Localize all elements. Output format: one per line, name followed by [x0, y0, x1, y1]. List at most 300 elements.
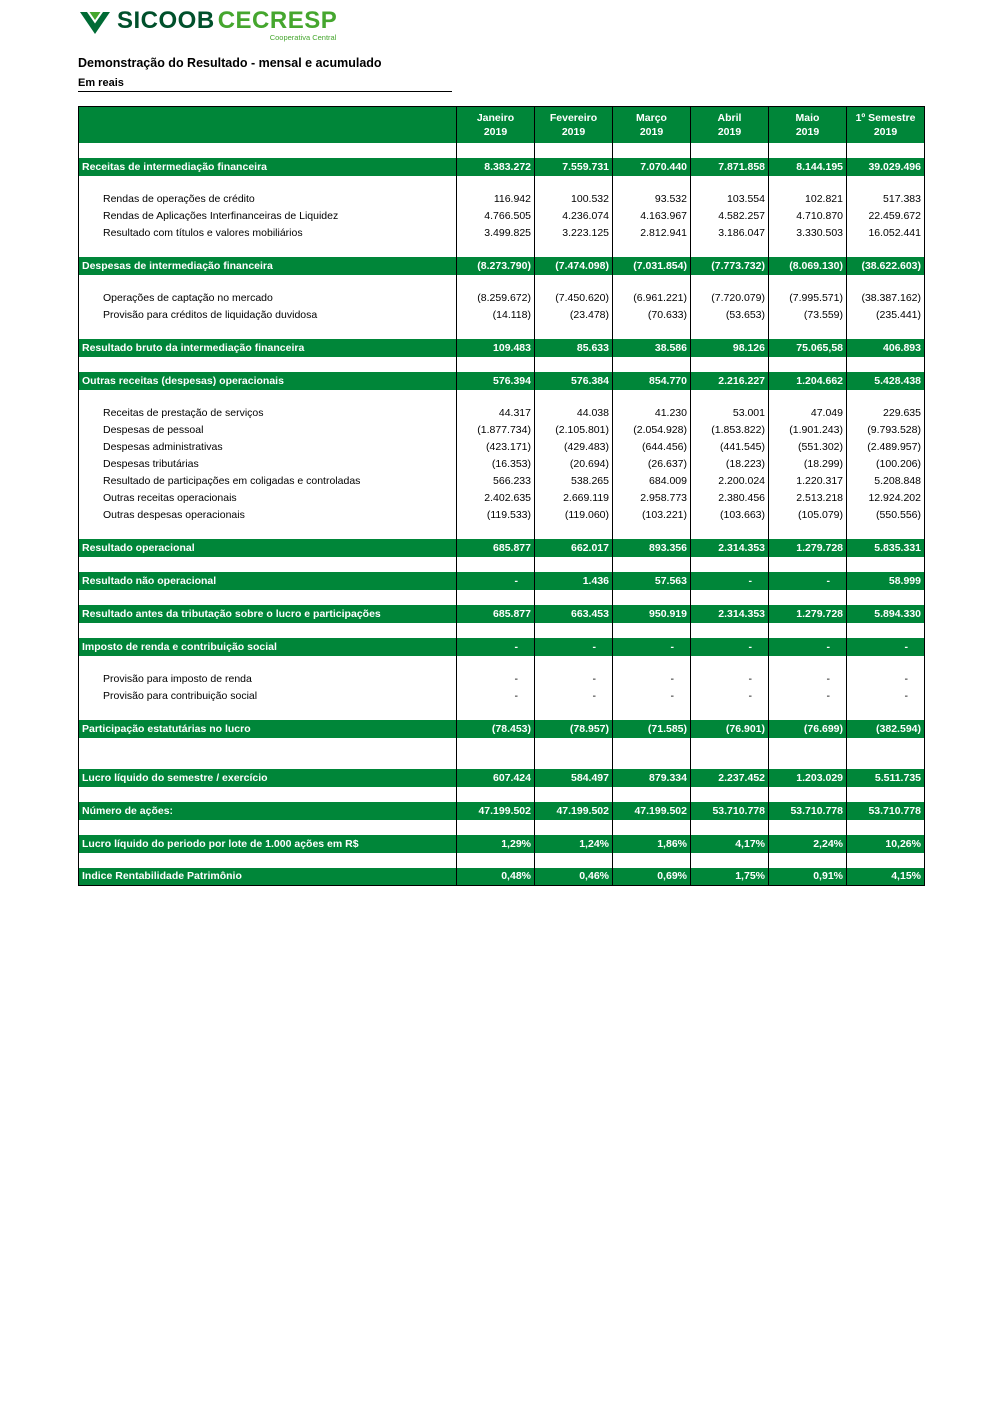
value-cell: 2.402.635: [457, 490, 535, 507]
value-cell: 5.511.735: [847, 769, 925, 787]
value-cell: 406.893: [847, 339, 925, 357]
value-cell: [769, 557, 847, 572]
row-label: [79, 787, 457, 802]
value-cell: [535, 242, 613, 257]
value-cell: [535, 705, 613, 720]
value-cell: -: [457, 572, 535, 590]
value-cell: 584.497: [535, 769, 613, 787]
value-cell: [613, 390, 691, 405]
value-cell: 39.029.496: [847, 158, 925, 176]
column-header: Fevereiro 2019: [535, 107, 613, 143]
value-cell: 0,48%: [457, 868, 535, 886]
value-cell: 2.200.024: [691, 473, 769, 490]
value-cell: 7.871.858: [691, 158, 769, 176]
currency-subtitle: Em reais: [78, 77, 452, 92]
value-cell: (9.793.528): [847, 422, 925, 439]
value-cell: [457, 275, 535, 290]
row-label: Provisão para créditos de liquidação duvidosa: [79, 307, 457, 324]
row-label: [79, 524, 457, 539]
row-label: Receitas de prestação de serviços: [79, 405, 457, 422]
table-row: [79, 456, 925, 473]
value-cell: [691, 176, 769, 191]
column-header: Abril 2019: [691, 107, 769, 143]
value-cell: (38.622.603): [847, 257, 925, 275]
logo-sicoob-text: SICOOB: [117, 6, 215, 34]
value-cell: (18.223): [691, 456, 769, 473]
value-cell: [613, 853, 691, 868]
value-cell: [847, 390, 925, 405]
value-cell: [457, 656, 535, 671]
value-cell: 1.204.662: [769, 372, 847, 390]
value-cell: [847, 357, 925, 372]
value-cell: 100.532: [535, 191, 613, 208]
value-cell: 4.582.257: [691, 208, 769, 225]
value-cell: -: [613, 688, 691, 705]
value-cell: -: [691, 671, 769, 688]
row-label: Outras receitas (despesas) operacionais: [79, 372, 457, 390]
table-row: [79, 671, 925, 688]
value-cell: [457, 738, 535, 769]
value-cell: -: [457, 638, 535, 656]
row-label: [79, 820, 457, 835]
value-cell: [613, 242, 691, 257]
table-row: [79, 688, 925, 705]
row-label: Receitas de intermediação financeira: [79, 158, 457, 176]
value-cell: 47.199.502: [457, 802, 535, 820]
row-label: Lucro líquido do semestre / exercício: [79, 769, 457, 787]
value-cell: 5.835.331: [847, 539, 925, 557]
row-label: [79, 176, 457, 191]
spacer-row: [79, 590, 925, 605]
spacer-row: [79, 820, 925, 835]
value-cell: (103.221): [613, 507, 691, 524]
row-label: [79, 705, 457, 720]
value-cell: [691, 390, 769, 405]
value-cell: [535, 524, 613, 539]
value-cell: [457, 242, 535, 257]
value-cell: 854.770: [613, 372, 691, 390]
table-row: [79, 605, 925, 623]
spacer-row: [79, 357, 925, 372]
value-cell: [691, 656, 769, 671]
row-label: Provisão para contribuição social: [79, 688, 457, 705]
value-cell: [769, 853, 847, 868]
value-cell: (73.559): [769, 307, 847, 324]
value-cell: 12.924.202: [847, 490, 925, 507]
row-label: Resultado bruto da intermediação financeira: [79, 339, 457, 357]
value-cell: 53.710.778: [769, 802, 847, 820]
table-row: [79, 638, 925, 656]
value-cell: (70.633): [613, 307, 691, 324]
logo: [78, 8, 1000, 42]
value-cell: 685.877: [457, 539, 535, 557]
row-label: Despesas de pessoal: [79, 422, 457, 439]
value-cell: 0,91%: [769, 868, 847, 886]
value-cell: 2.314.353: [691, 539, 769, 557]
value-cell: [847, 557, 925, 572]
value-cell: -: [847, 688, 925, 705]
row-label: Despesas de intermediação financeira: [79, 257, 457, 275]
value-cell: [769, 143, 847, 158]
value-cell: 879.334: [613, 769, 691, 787]
value-cell: (16.353): [457, 456, 535, 473]
row-label: Operações de captação no mercado: [79, 290, 457, 307]
value-cell: (38.387.162): [847, 290, 925, 307]
value-cell: 47.049: [769, 405, 847, 422]
table-row: [79, 307, 925, 324]
value-cell: [535, 357, 613, 372]
table-row: [79, 439, 925, 456]
value-cell: [613, 275, 691, 290]
page-title: Demonstração do Resultado - mensal e acumulado: [78, 56, 382, 70]
table-row: [79, 257, 925, 275]
value-cell: 8.144.195: [769, 158, 847, 176]
value-cell: -: [535, 688, 613, 705]
value-cell: 98.126: [691, 339, 769, 357]
value-cell: 47.199.502: [613, 802, 691, 820]
value-cell: 116.942: [457, 191, 535, 208]
value-cell: [691, 357, 769, 372]
value-cell: [457, 623, 535, 638]
value-cell: 4.766.505: [457, 208, 535, 225]
value-cell: 0,46%: [535, 868, 613, 886]
value-cell: [613, 324, 691, 339]
value-cell: 517.383: [847, 191, 925, 208]
value-cell: 229.635: [847, 405, 925, 422]
value-cell: (119.533): [457, 507, 535, 524]
table-row: [79, 339, 925, 357]
value-cell: [613, 590, 691, 605]
value-cell: 7.559.731: [535, 158, 613, 176]
table-row: [79, 290, 925, 307]
value-cell: -: [457, 671, 535, 688]
row-label: Imposto de renda e contribuição social: [79, 638, 457, 656]
logo-tagline: Cooperativa Central: [269, 32, 337, 42]
spacer-row: [79, 656, 925, 671]
value-cell: 3.330.503: [769, 225, 847, 242]
row-label: Outras receitas operacionais: [79, 490, 457, 507]
spacer-row: [79, 176, 925, 191]
value-cell: [769, 656, 847, 671]
value-cell: [691, 590, 769, 605]
row-label: Outras despesas operacionais: [79, 507, 457, 524]
row-label: [79, 242, 457, 257]
value-cell: -: [457, 688, 535, 705]
value-cell: (7.031.854): [613, 257, 691, 275]
value-cell: 103.554: [691, 191, 769, 208]
value-cell: [535, 557, 613, 572]
value-cell: 1.279.728: [769, 605, 847, 623]
value-cell: [769, 820, 847, 835]
row-label: [79, 275, 457, 290]
value-cell: [847, 623, 925, 638]
row-label: [79, 623, 457, 638]
value-cell: [691, 324, 769, 339]
value-cell: (8.259.672): [457, 290, 535, 307]
value-cell: -: [691, 572, 769, 590]
table-row: [79, 422, 925, 439]
column-header: Maio 2019: [769, 107, 847, 143]
value-cell: 685.877: [457, 605, 535, 623]
value-cell: 0,69%: [613, 868, 691, 886]
value-cell: -: [847, 671, 925, 688]
table-row: [79, 473, 925, 490]
value-cell: (2.054.928): [613, 422, 691, 439]
value-cell: [769, 787, 847, 802]
row-label: [79, 557, 457, 572]
value-cell: [535, 324, 613, 339]
value-cell: (100.206): [847, 456, 925, 473]
table-row: [79, 507, 925, 524]
value-cell: 2.958.773: [613, 490, 691, 507]
value-cell: [535, 590, 613, 605]
value-cell: 4,15%: [847, 868, 925, 886]
value-cell: [613, 656, 691, 671]
value-cell: 1,86%: [613, 835, 691, 853]
spacer-row: [79, 557, 925, 572]
row-label: Indice Rentabilidade Patrimônio: [79, 868, 457, 886]
value-cell: 663.453: [535, 605, 613, 623]
value-cell: (8.069.130): [769, 257, 847, 275]
value-cell: 102.821: [769, 191, 847, 208]
sicoob-logo-icon: [78, 10, 112, 41]
value-cell: -: [613, 638, 691, 656]
value-cell: [847, 590, 925, 605]
value-cell: [847, 787, 925, 802]
row-label: [79, 656, 457, 671]
value-cell: [457, 853, 535, 868]
value-cell: 1,24%: [535, 835, 613, 853]
value-cell: 538.265: [535, 473, 613, 490]
row-label: [79, 853, 457, 868]
value-cell: 2.314.353: [691, 605, 769, 623]
row-label: Resultado com títulos e valores mobiliários: [79, 225, 457, 242]
row-label: Resultado de participações em coligadas e controladas: [79, 473, 457, 490]
value-cell: [691, 143, 769, 158]
value-cell: 44.317: [457, 405, 535, 422]
value-cell: (2.105.801): [535, 422, 613, 439]
value-cell: 53.001: [691, 405, 769, 422]
row-label: Lucro líquido do periodo por lote de 1.000 ações em R$: [79, 835, 457, 853]
value-cell: (551.302): [769, 439, 847, 456]
value-cell: [535, 738, 613, 769]
value-cell: [769, 242, 847, 257]
value-cell: 109.483: [457, 339, 535, 357]
row-label: [79, 390, 457, 405]
table-row: [79, 539, 925, 557]
value-cell: 2.513.218: [769, 490, 847, 507]
value-cell: (20.694): [535, 456, 613, 473]
value-cell: [535, 853, 613, 868]
value-cell: (7.720.079): [691, 290, 769, 307]
value-cell: 22.459.672: [847, 208, 925, 225]
value-cell: [613, 357, 691, 372]
value-cell: [613, 524, 691, 539]
value-cell: 1.220.317: [769, 473, 847, 490]
value-cell: (550.556): [847, 507, 925, 524]
value-cell: (7.474.098): [535, 257, 613, 275]
value-cell: (1.877.734): [457, 422, 535, 439]
row-label: Resultado antes da tributação sobre o lucro e participações: [79, 605, 457, 623]
row-label: Provisão para imposto de renda: [79, 671, 457, 688]
value-cell: 3.499.825: [457, 225, 535, 242]
spacer-row: [79, 787, 925, 802]
value-cell: 53.710.778: [847, 802, 925, 820]
value-cell: 85.633: [535, 339, 613, 357]
value-cell: [847, 524, 925, 539]
value-cell: [847, 242, 925, 257]
value-cell: 2.237.452: [691, 769, 769, 787]
value-cell: 566.233: [457, 473, 535, 490]
value-cell: [613, 557, 691, 572]
value-cell: 58.999: [847, 572, 925, 590]
value-cell: (78.957): [535, 720, 613, 738]
column-header: 1º Semestre 2019: [847, 107, 925, 143]
value-cell: 8.383.272: [457, 158, 535, 176]
header-label-cell: [79, 107, 457, 143]
value-cell: [769, 738, 847, 769]
spacer-row: [79, 524, 925, 539]
value-cell: 5.208.848: [847, 473, 925, 490]
value-cell: [613, 738, 691, 769]
value-cell: [847, 324, 925, 339]
row-label: Resultado operacional: [79, 539, 457, 557]
value-cell: (441.545): [691, 439, 769, 456]
value-cell: -: [847, 638, 925, 656]
table-header-row: [79, 107, 925, 143]
value-cell: 2.216.227: [691, 372, 769, 390]
table-row: [79, 372, 925, 390]
value-cell: [691, 787, 769, 802]
value-cell: [847, 820, 925, 835]
value-cell: [847, 656, 925, 671]
value-cell: (78.453): [457, 720, 535, 738]
value-cell: [691, 524, 769, 539]
value-cell: [613, 623, 691, 638]
value-cell: 16.052.441: [847, 225, 925, 242]
value-cell: [691, 623, 769, 638]
value-cell: 4,17%: [691, 835, 769, 853]
value-cell: [613, 705, 691, 720]
value-cell: [457, 557, 535, 572]
value-cell: (26.637): [613, 456, 691, 473]
table-row: [79, 208, 925, 225]
value-cell: (14.118): [457, 307, 535, 324]
value-cell: [847, 275, 925, 290]
value-cell: (423.171): [457, 439, 535, 456]
logo-wordmark: [117, 6, 338, 42]
value-cell: [769, 623, 847, 638]
value-cell: (119.060): [535, 507, 613, 524]
value-cell: [847, 705, 925, 720]
value-cell: [691, 820, 769, 835]
value-cell: (23.478): [535, 307, 613, 324]
spacer-row: [79, 738, 925, 769]
value-cell: 4.163.967: [613, 208, 691, 225]
value-cell: 38.586: [613, 339, 691, 357]
value-cell: (382.594): [847, 720, 925, 738]
value-cell: (644.456): [613, 439, 691, 456]
value-cell: 2.669.119: [535, 490, 613, 507]
value-cell: 607.424: [457, 769, 535, 787]
value-cell: (429.483): [535, 439, 613, 456]
value-cell: 10,26%: [847, 835, 925, 853]
value-cell: (2.489.957): [847, 439, 925, 456]
value-cell: (76.901): [691, 720, 769, 738]
value-cell: [457, 390, 535, 405]
value-cell: [769, 705, 847, 720]
value-cell: -: [769, 671, 847, 688]
value-cell: 5.428.438: [847, 372, 925, 390]
value-cell: (105.079): [769, 507, 847, 524]
value-cell: -: [769, 572, 847, 590]
value-cell: 93.532: [613, 191, 691, 208]
value-cell: 662.017: [535, 539, 613, 557]
table-row: [79, 191, 925, 208]
row-label: Despesas administrativas: [79, 439, 457, 456]
value-cell: [847, 176, 925, 191]
value-cell: [457, 820, 535, 835]
row-label: Rendas de Aplicações Interfinanceiras de Liquidez: [79, 208, 457, 225]
value-cell: (1.901.243): [769, 422, 847, 439]
value-cell: (18.299): [769, 456, 847, 473]
value-cell: [691, 738, 769, 769]
row-label: Despesas tributárias: [79, 456, 457, 473]
spacer-row: [79, 390, 925, 405]
value-cell: 4.710.870: [769, 208, 847, 225]
value-cell: (7.995.571): [769, 290, 847, 307]
value-cell: [691, 275, 769, 290]
value-cell: [769, 176, 847, 191]
value-cell: [769, 390, 847, 405]
value-cell: -: [769, 688, 847, 705]
value-cell: 3.186.047: [691, 225, 769, 242]
value-cell: -: [769, 638, 847, 656]
value-cell: [535, 820, 613, 835]
value-cell: 576.394: [457, 372, 535, 390]
value-cell: [535, 275, 613, 290]
value-cell: [457, 357, 535, 372]
value-cell: [457, 590, 535, 605]
row-label: [79, 357, 457, 372]
value-cell: [457, 524, 535, 539]
value-cell: -: [535, 638, 613, 656]
table-row: [79, 802, 925, 820]
table-row: [79, 720, 925, 738]
spacer-row: [79, 853, 925, 868]
value-cell: -: [535, 671, 613, 688]
value-cell: [457, 143, 535, 158]
value-cell: 950.919: [613, 605, 691, 623]
value-cell: [535, 143, 613, 158]
row-label: Número de ações:: [79, 802, 457, 820]
value-cell: 576.384: [535, 372, 613, 390]
value-cell: (7.773.732): [691, 257, 769, 275]
row-label: Participação estatutárias no lucro: [79, 720, 457, 738]
value-cell: (7.450.620): [535, 290, 613, 307]
spacer-row: [79, 242, 925, 257]
value-cell: [457, 787, 535, 802]
row-label: Resultado não operacional: [79, 572, 457, 590]
spacer-row: [79, 705, 925, 720]
value-cell: 1,75%: [691, 868, 769, 886]
value-cell: [691, 242, 769, 257]
value-cell: [535, 656, 613, 671]
value-cell: [613, 176, 691, 191]
spacer-row: [79, 143, 925, 158]
row-label: [79, 324, 457, 339]
value-cell: 2.812.941: [613, 225, 691, 242]
